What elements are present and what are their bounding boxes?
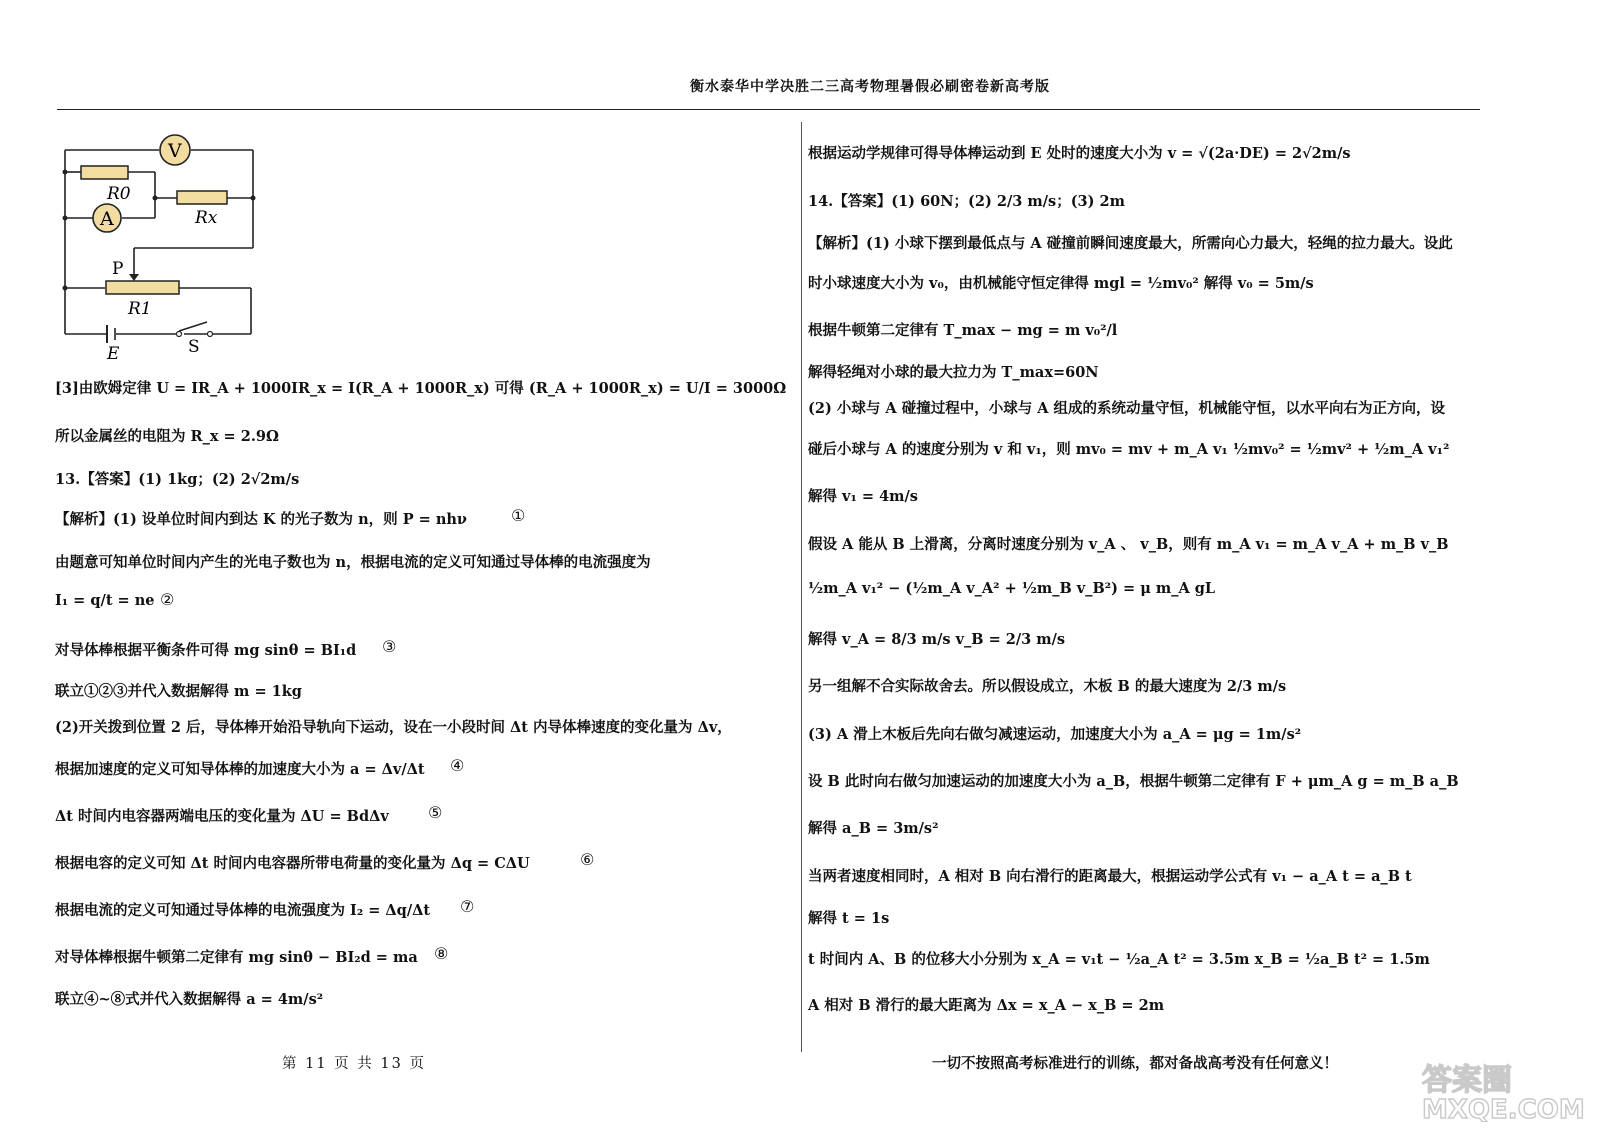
label-rx: Rx xyxy=(195,208,218,228)
right-line-11: ½m_A v₁² − (½m_A v_A² + ½m_B v_B²) = μ m_A gL xyxy=(808,580,1216,597)
right-line-7: (2) 小球与 A 碰撞过程中，小球与 A 组成的系统动量守恒，机械能守恒，以水平向右为正方向，设 xyxy=(808,400,1446,417)
page-number: 第 11 页 共 13 页 xyxy=(282,1056,426,1072)
circled-6: ⑥ xyxy=(580,850,595,869)
left-line-4: 【解析】(1) 设单位时间内到达 K 的光子数为 n，则 P = nhν xyxy=(55,511,467,528)
label-p: P xyxy=(112,259,124,279)
circled-8: ⑧ xyxy=(434,944,449,963)
right-line-2: 14.【答案】(1) 60N；(2) 2/3 m/s；(3) 2m xyxy=(808,193,1125,210)
left-line-7: 对导体棒根据平衡条件可得 mg sinθ = BI₁d xyxy=(55,642,357,659)
label-a: A xyxy=(100,208,114,230)
right-line-9: 解得 v₁ = 4m/s xyxy=(808,488,918,505)
watermark-logo xyxy=(1416,1060,1591,1122)
footer-slogan: 一切不按照高考标准进行的训练，都对备战高考没有任何意义！ xyxy=(932,1055,1338,1072)
right-line-18: 解得 t = 1s xyxy=(808,910,890,927)
circled-1: ① xyxy=(511,506,526,525)
right-line-8: 碰后小球与 A 的速度分别为 v 和 v₁，则 mv₀ = mv + m_A v₁ ½mv₀² = ½mv² + ½m_A v₁² xyxy=(808,441,1450,458)
circled-3: ③ xyxy=(382,637,397,656)
circled-2: ② xyxy=(160,590,175,609)
left-line-5: 由题意可知单位时间内产生的光电子数也为 n，根据电流的定义可知通过导体棒的电流强度为 xyxy=(55,554,651,571)
circled-4: ④ xyxy=(450,756,465,775)
right-line-1: 根据运动学规律可得导体棒运动到 E 处时的速度大小为 v = √(2a·DE) = 2√2m/s xyxy=(808,145,1351,162)
right-line-3: 【解析】(1) 小球下摆到最低点与 A 碰撞前瞬间速度最大，所需向心力最大，轻绳的拉力最大。设此 xyxy=(808,235,1453,252)
left-line-8: 联立①②③并代入数据解得 m = 1kg xyxy=(55,683,302,700)
right-line-19: t 时间内 A、B 的位移大小分别为 x_A = v₁t − ½a_A t² = 3.5m x_B = ½a_B t² = 1.5m xyxy=(808,951,1430,968)
right-line-5: 根据牛顿第二定律有 T_max − mg = m v₀²/l xyxy=(808,322,1118,339)
right-line-20: A 相对 B 滑行的最大距离为 Δx = x_A − x_B = 2m xyxy=(808,997,1165,1014)
right-line-14: (3) A 滑上木板后先向右做匀减速运动，加速度大小为 a_A = μg = 1m/s² xyxy=(808,726,1302,743)
left-line-10: 根据加速度的定义可知导体棒的加速度大小为 a = Δv/Δt xyxy=(55,761,425,778)
right-line-6: 解得轻绳对小球的最大拉力为 T_max=60N xyxy=(808,364,1099,381)
label-v: V xyxy=(168,140,182,162)
left-line-11: Δt 时间内电容器两端电压的变化量为 ΔU = BdΔv xyxy=(55,808,389,825)
page-header-title: 衡水泰华中学决胜二三高考物理暑假必刷密卷新高考版 xyxy=(690,79,1050,95)
left-line-9: (2)开关拨到位置 2 后，导体棒开始沿导轨向下运动，设在一小段时间 Δt 内导体棒速度的变化量为 Δv， xyxy=(55,719,732,736)
right-line-4: 时小球速度大小为 v₀，由机械能守恒定律得 mgl = ½mv₀² 解得 v₀ = 5m/s xyxy=(808,275,1314,292)
left-line-2: 所以金属丝的电阻为 R_x = 2.9Ω xyxy=(55,428,279,445)
left-line-3: 13.【答案】(1) 1kg；(2) 2√2m/s xyxy=(55,471,300,488)
circled-5: ⑤ xyxy=(428,803,443,822)
header-rule xyxy=(57,109,1480,110)
right-line-17: 当两者速度相同时，A 相对 B 向右滑行的距离最大，根据运动学公式有 v₁ − a_A t = a_B t xyxy=(808,868,1412,885)
label-r0: R0 xyxy=(107,184,131,204)
right-line-10: 假设 A 能从 B 上滑离，分离时速度分别为 v_A 、 v_B，则有 m_A v₁ = m_A v_A + m_B v_B xyxy=(808,536,1449,553)
right-line-13: 另一组解不合实际故舍去。所以假设成立，木板 B 的最大速度为 2/3 m/s xyxy=(808,678,1287,695)
watermark-line-2: MXQE.COM xyxy=(1422,1095,1585,1122)
circled-7: ⑦ xyxy=(460,897,475,916)
right-line-16: 解得 a_B = 3m/s² xyxy=(808,820,939,837)
watermark-line-1: 答案圈 xyxy=(1422,1063,1512,1098)
right-line-15: 设 B 此时向右做匀加速运动的加速度大小为 a_B，根据牛顿第二定律有 F + μm_A g = m_B a_B xyxy=(808,773,1459,790)
label-e: E xyxy=(107,344,120,364)
column-divider xyxy=(801,122,802,1052)
left-line-14: 对导体棒根据牛顿第二定律有 mg sinθ − BI₂d = ma xyxy=(55,949,418,966)
label-s: S xyxy=(188,337,200,357)
label-r1: R1 xyxy=(128,299,152,319)
right-line-12: 解得 v_A = 8/3 m/s v_B = 2/3 m/s xyxy=(808,631,1066,648)
left-line-13: 根据电流的定义可知通过导体棒的电流强度为 I₂ = Δq/Δt xyxy=(55,902,431,919)
left-line-15: 联立④~⑧式并代入数据解得 a = 4m/s² xyxy=(55,991,324,1008)
left-line-6: I₁ = q/t = ne xyxy=(55,592,155,609)
left-line-12: 根据电容的定义可知 Δt 时间内电容器所带电荷量的变化量为 Δq = CΔU xyxy=(55,855,530,872)
circuit-diagram xyxy=(55,128,270,368)
left-line-1: [3]由欧姆定律 U = IR_A + 1000IR_x = I(R_A + 1000R_x) 可得 (R_A + 1000R_x) = U/I = 3000Ω xyxy=(55,380,787,397)
